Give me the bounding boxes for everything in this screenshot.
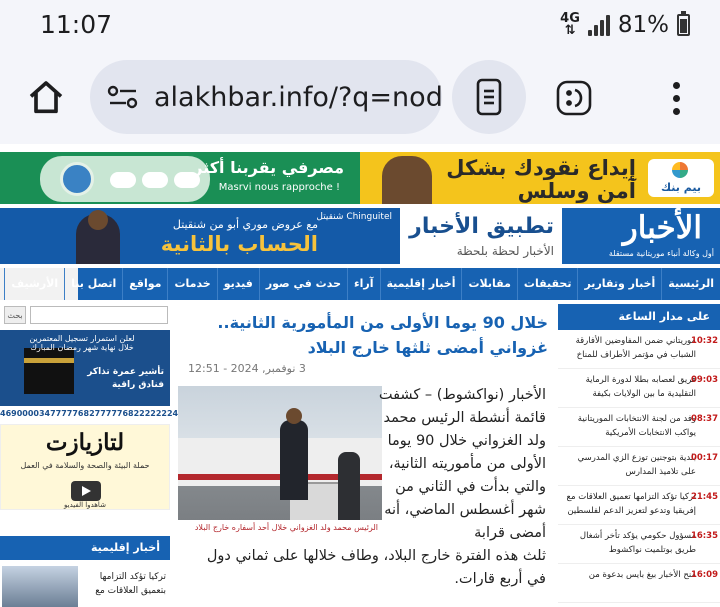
site-header — [0, 208, 720, 264]
aide-figure — [338, 452, 360, 520]
dot-icon — [673, 108, 680, 115]
app-promo[interactable] — [400, 208, 562, 264]
home-icon — [26, 78, 66, 118]
app-chip — [110, 172, 136, 188]
latest-news-item[interactable] — [558, 408, 720, 447]
battery-icon — [677, 14, 690, 36]
app-promo-subtitle: الأخبار لحظة بلحظة — [456, 244, 554, 258]
regional-news-heading[interactable]: أخبار إقليمية — [0, 536, 170, 560]
person-head — [88, 210, 108, 230]
tazyazt-ad[interactable] — [0, 424, 170, 510]
news-time: 21:45 — [690, 492, 718, 502]
latest-news-item[interactable] — [558, 564, 720, 603]
address-bar[interactable] — [90, 60, 442, 134]
nav-sites[interactable]: مواقع — [122, 268, 167, 300]
chinguitel-brand: شنقيتل Chinguitel — [316, 212, 392, 222]
news-time: 16:35 — [690, 531, 718, 541]
kaaba-band — [24, 358, 74, 363]
news-time: 00:17 — [690, 453, 718, 463]
latest-news-sidebar — [558, 304, 720, 607]
nav-interviews[interactable]: مقابلات — [461, 268, 516, 300]
hajj-ad-text: لعلن استمرار تسجيل المعتمرين خلال نهاية شهر رمضان المبارك — [29, 334, 135, 352]
nav-photo-events[interactable]: حدث في صور — [259, 268, 347, 300]
president-face — [286, 408, 302, 424]
news-text[interactable]: موريتاني ضمن المفاوضين الأفارقة الشباب في مؤتمر الأطراف للمناخ — [575, 336, 696, 360]
overflow-menu-button[interactable] — [660, 74, 692, 122]
logo-subtitle: أول وكالة أنباء موريتانية مستقلة — [608, 249, 714, 258]
site-logo[interactable] — [562, 208, 720, 264]
tazyazt-watch: شاهدوا الفيديو — [64, 501, 106, 509]
bank-slogan-line1: إيداع نقودك بشكل — [446, 156, 636, 180]
chinguitel-line1: مع عروض موري أبو من شنقيتل — [172, 218, 318, 231]
document-icon — [476, 78, 502, 116]
browser-toolbar — [0, 52, 720, 144]
nav-opinions[interactable]: آراء — [347, 268, 380, 300]
globe-icon — [60, 162, 94, 196]
article-title[interactable]: خلال 90 يوما الأولى من المأمورية الثانية.. غزواني أمضى ثلثها خارج البلاد — [217, 313, 548, 357]
network-type: 4G ⇅ — [560, 11, 580, 38]
top-banner-ad[interactable] — [0, 152, 720, 204]
phone-number: 47777768 — [44, 408, 90, 418]
phone-number: 27777768 — [89, 408, 134, 418]
news-text[interactable]: فريق لعصابه بطلا لدورة الرماية التقليدية ما بين الولايات بكيفة — [585, 375, 696, 399]
site-settings-icon[interactable] — [106, 82, 140, 112]
signal-icon — [588, 14, 610, 36]
nav-news-reports[interactable]: أخبار وتقارير — [577, 268, 661, 300]
extension-button[interactable] — [550, 74, 598, 122]
article-photo — [178, 386, 382, 520]
news-text[interactable]: وفد من لجنة الانتخابات الموريتانية يواكب الانتخابات الأمريكية — [577, 414, 696, 438]
phone-hand-illustration — [382, 156, 432, 204]
masrvi-brand: مصرفي يقربنا أكثر — [193, 158, 344, 177]
play-icon[interactable] — [71, 481, 101, 501]
chinguitel-line2: الحساب بالثانية — [160, 232, 318, 256]
status-time: 11:07 — [40, 10, 113, 39]
latest-news-item[interactable] — [558, 369, 720, 408]
search-button[interactable]: بحث — [4, 306, 26, 324]
news-text[interactable]: بلدية بتوجنين توزع الزي المدرسي على تلاميذ المدارس — [577, 453, 696, 477]
hajj-ad-phones — [0, 406, 179, 420]
nav-home[interactable]: الرئيسية — [661, 268, 720, 300]
photo-caption: الرئيس محمد ولد الغزواني خلال أحد أسفاره خارج البلاد — [178, 520, 382, 536]
bim-bank-ad[interactable] — [360, 152, 720, 204]
nav-video[interactable]: فيديو — [217, 268, 259, 300]
news-time: 09:03 — [690, 375, 718, 385]
regional-news-item[interactable] — [0, 564, 170, 607]
bank-slogan-line2: آمن وسلس — [517, 179, 636, 203]
phone-number: 46900003 — [0, 408, 45, 418]
kaaba-illustration — [24, 348, 74, 394]
main-article — [176, 310, 556, 607]
nav-investigations[interactable]: تحقيقات — [517, 268, 578, 300]
nav-services[interactable]: خدمات — [167, 268, 216, 300]
latest-news-heading: على مدار الساعة — [558, 304, 720, 330]
article-body-narrow: الأخبار (نواكشوط) – كشفت قائمة أنشطة الرئيس محمد ولد الغزواني خلال 90 يوما الأولى من مأموريته الثانية، والتي بدأت في الثاني من شهر أغسطس الماضي، أنه أمضى قرابة — [378, 387, 546, 541]
app-chip — [142, 172, 168, 188]
app-promo-title: تطبيق الأخبار — [409, 214, 554, 239]
hajj-umrah-ad[interactable] — [0, 330, 179, 420]
url-text[interactable]: alakhbar.info/?q=nod — [154, 81, 443, 113]
home-button[interactable] — [22, 74, 70, 122]
latest-news-item[interactable] — [558, 447, 720, 486]
news-text[interactable]: تركيا تؤكد التزامها تعميق العلاقات مع إفريقيا وتدعو لتعزيز الدعم لفلسطين — [566, 492, 696, 516]
battery-percent: 81% — [617, 12, 669, 38]
tazyazt-title: لتازيازت — [45, 429, 125, 456]
latest-news-item[interactable] — [558, 330, 720, 369]
nav-contact[interactable]: اتصل بنا — [64, 268, 122, 300]
web-page — [0, 144, 720, 607]
hajj-ad-services: تأشير عمرة تذاكر فنادق راقية — [87, 367, 164, 390]
reader-mode-button[interactable] — [452, 60, 526, 134]
latest-news-item[interactable] — [558, 486, 720, 525]
main-nav — [11, 268, 720, 300]
nav-archive[interactable]: الأرشيف — [4, 268, 64, 300]
logo-name: الأخبار — [622, 210, 702, 246]
dot-icon — [673, 82, 680, 89]
status-bar — [0, 0, 720, 52]
dot-icon — [673, 95, 680, 102]
regional-item-text[interactable]: تركيا تؤكد التزامها بتعميق العلاقات مع — [95, 572, 166, 596]
search-form — [4, 306, 168, 324]
news-time: 10:32 — [690, 336, 718, 346]
smiley-extension-icon — [555, 79, 593, 117]
news-text[interactable]: منح الأخبار بيغ بايس بدعوة من — [588, 570, 696, 580]
chinguitel-ad[interactable] — [0, 208, 400, 264]
news-time: 16:09 — [690, 570, 718, 580]
news-time: 08:37 — [690, 414, 718, 424]
nav-regional[interactable]: أخبار إقليمية — [380, 268, 462, 300]
status-indicators — [560, 12, 690, 38]
regional-thumbnail[interactable] — [2, 566, 78, 607]
news-text[interactable]: مسؤول حكومي يؤكد تأخر أشغال طريق بوتلميت نواكشوط — [579, 531, 696, 555]
article-date: 3 نوفمبر, 2024 - 12:51 — [188, 362, 306, 375]
masrvi-tagline: Masrvi nous rapproche ! — [218, 182, 340, 193]
president-figure — [280, 420, 308, 500]
latest-news-item[interactable] — [558, 525, 720, 564]
bim-bank-logo: بيم بنك — [648, 159, 714, 197]
masrvi-ad[interactable] — [0, 152, 360, 204]
search-input[interactable] — [30, 306, 168, 324]
tazyazt-sub: حملة البيئة والصحة والسلامة في العمل — [20, 461, 150, 470]
phone-number: 22222224 — [133, 408, 179, 418]
article-body-wide: ثلث هذه الفترة خارج البلاد، وطاف خلالها على ثماني دول في أربع قارات. — [206, 548, 546, 587]
